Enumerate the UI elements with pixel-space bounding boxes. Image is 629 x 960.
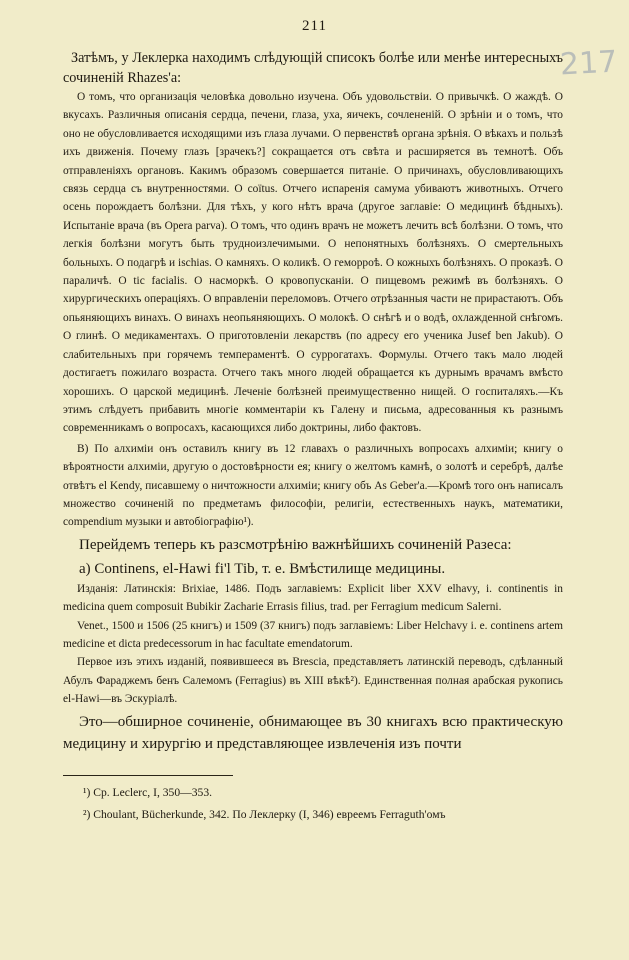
page-number: 211: [302, 18, 327, 34]
footnote-2: ²) Choulant, Bücherkunde, 342. По Леклерку (I, 346) евреемъ Ferraguth'омъ: [83, 807, 446, 821]
editions-paragraph-2: Venet., 1500 и 1506 (25 книгъ) и 1509 (37 книгъ) подъ заглавіемъ: Liber Helchavy i. e. continens artem medicine et dicta predecessorum in hac facultate emendatorum.: [63, 619, 563, 650]
transition-heading: Перейдемъ теперь къ разсмотрѣнію важнѣйшихъ сочиненій Разеса:: [79, 536, 512, 553]
page-body: [63, 48, 563, 826]
intro-paragraph: Затѣмъ, у Леклерка находимъ слѣдующій списокъ болѣе или менѣе интересныхъ сочиненій Rhazes'a:: [63, 50, 563, 86]
footnote-divider: [63, 775, 233, 776]
editions-paragraph-1: Изданія: Латинскія: Brixiae, 1486. Подъ заглавіемъ: Explicit liber XXV elhavy, i. continentis in medicina quem composuit Bubikir Zacharie Errasis filius, trad. per Ferragium medicum Salerni.: [63, 582, 563, 614]
continens-heading: а) Continens, el-Hawi fi'l Tib, т. е. Вмѣстилище медицины.: [79, 560, 446, 577]
footnote-1: ¹) Ср. Leclerc, I, 350—353.: [83, 785, 213, 799]
editions-paragraph-3: Первое изъ этихъ изданій, появившееся въ Brescia, представляетъ латинскій переводъ, сдѣланный Абулъ Фараджемъ бенъ Салемомъ (Ferragius) въ XIII вѣкѣ²). Единственная полная арабская рукопись el-Hawi—въ Эскуріалѣ.: [63, 656, 563, 706]
alchemy-paragraph: В) По алхиміи онъ оставилъ книгу въ 12 главахъ о различныхъ вопросахъ алхиміи; книгу о вѣроятности алхиміи, другую о достовѣрности ея; книгу о желтомъ камнѣ, о золотѣ и серебрѣ, далѣе отвѣтъ el Kendy, писавшему о ничтожности алхиміи; книгу объ As Geber'a.—Кромѣ того онъ написалъ множество сочиненій по предметамъ философіи, религіи, естественныхъ наукъ, математики, compendium музыки и автобіографію¹).: [63, 442, 564, 529]
continens-description: Это—обширное сочиненіе, обнимающее въ 30 книгахъ всю практическую медицину и хирургію и представляющее извлеченія изъ почти: [63, 713, 563, 752]
margin-annotation: 217: [558, 44, 618, 83]
works-list-paragraph: О томъ, что организація человѣка довольно изучена. Объ удовольствіи. О привычкѣ. О жаждѣ. О вкусахъ. Различныя описанія сердца, печени, глаза, уха, яичекъ, сочлененій. О зрѣніи и о томъ, что оно не обусловливается исходящими изъ глаза лучами. О первенствѣ органа зрѣнія. О вѣкахъ и пользѣ ихъ движенія. Почему глазъ [зрачекъ?] сокращается отъ свѣта и расширяется въ темнотѣ. Объ отправленіяхъ органовъ. Какимъ образомъ совершается питаніе. О причинахъ, обусловливающихъ связь сердца съ внутренностями. О coïtus. Отчего испаренія самума убиваютъ животныхъ. Отчего осень порождаетъ болѣзни. Для тѣхъ, у кого нѣтъ врача (другое заглавіе: О медицинѣ бѣдныхъ). Испытаніе врача (въ Opera parva). О томъ, что одинъ врачъ не можетъ лечить всѣ болѣзни. О томъ, что легкія болѣзни могутъ быть трудноизлечимыми. О непонятныхъ болѣзняхъ. О смертельныхъ больныхъ. О подагрѣ и ischias. О камняхъ. О коликѣ. О геморроѣ. О кожныхъ болѣзняхъ. О проказѣ. О параличѣ. О tic facialis. О насморкѣ. О кровопусканіи. О пищевомъ режимѣ въ болѣзняхъ. О хирургическихъ операціяхъ. О вправленіи переломовъ. Отчего отрѣзанныя части не прирастаютъ. Объ опьяняющихъ винахъ. О винахъ неопьяняющихъ. О молокѣ. О снѣгѣ и о водѣ, охлажденной снѣгомъ. О глинѣ. О медикаментахъ. О приготовленіи лекарствъ (по адресу его ученика Jusef ben Jakub). О слабительныхъ при горячемъ темпераментѣ. О суррогатахъ. Формулы. Отчего такъ мало людей достигаетъ пожилаго возраста. Отчего такъ много людей обращается къ дурнымъ врачамъ вмѣсто хорошихъ. О царской медицинѣ. Леченіе болѣзней преимущественно нищей. О госпиталяхъ.—Къ этимъ слѣдуетъ прибавить многіе комментаріи къ Галену и письма, адресованныя къ разнымъ современникамъ о вопросахъ, касающихся либо доктрины, либо фактовъ.: [63, 91, 563, 435]
